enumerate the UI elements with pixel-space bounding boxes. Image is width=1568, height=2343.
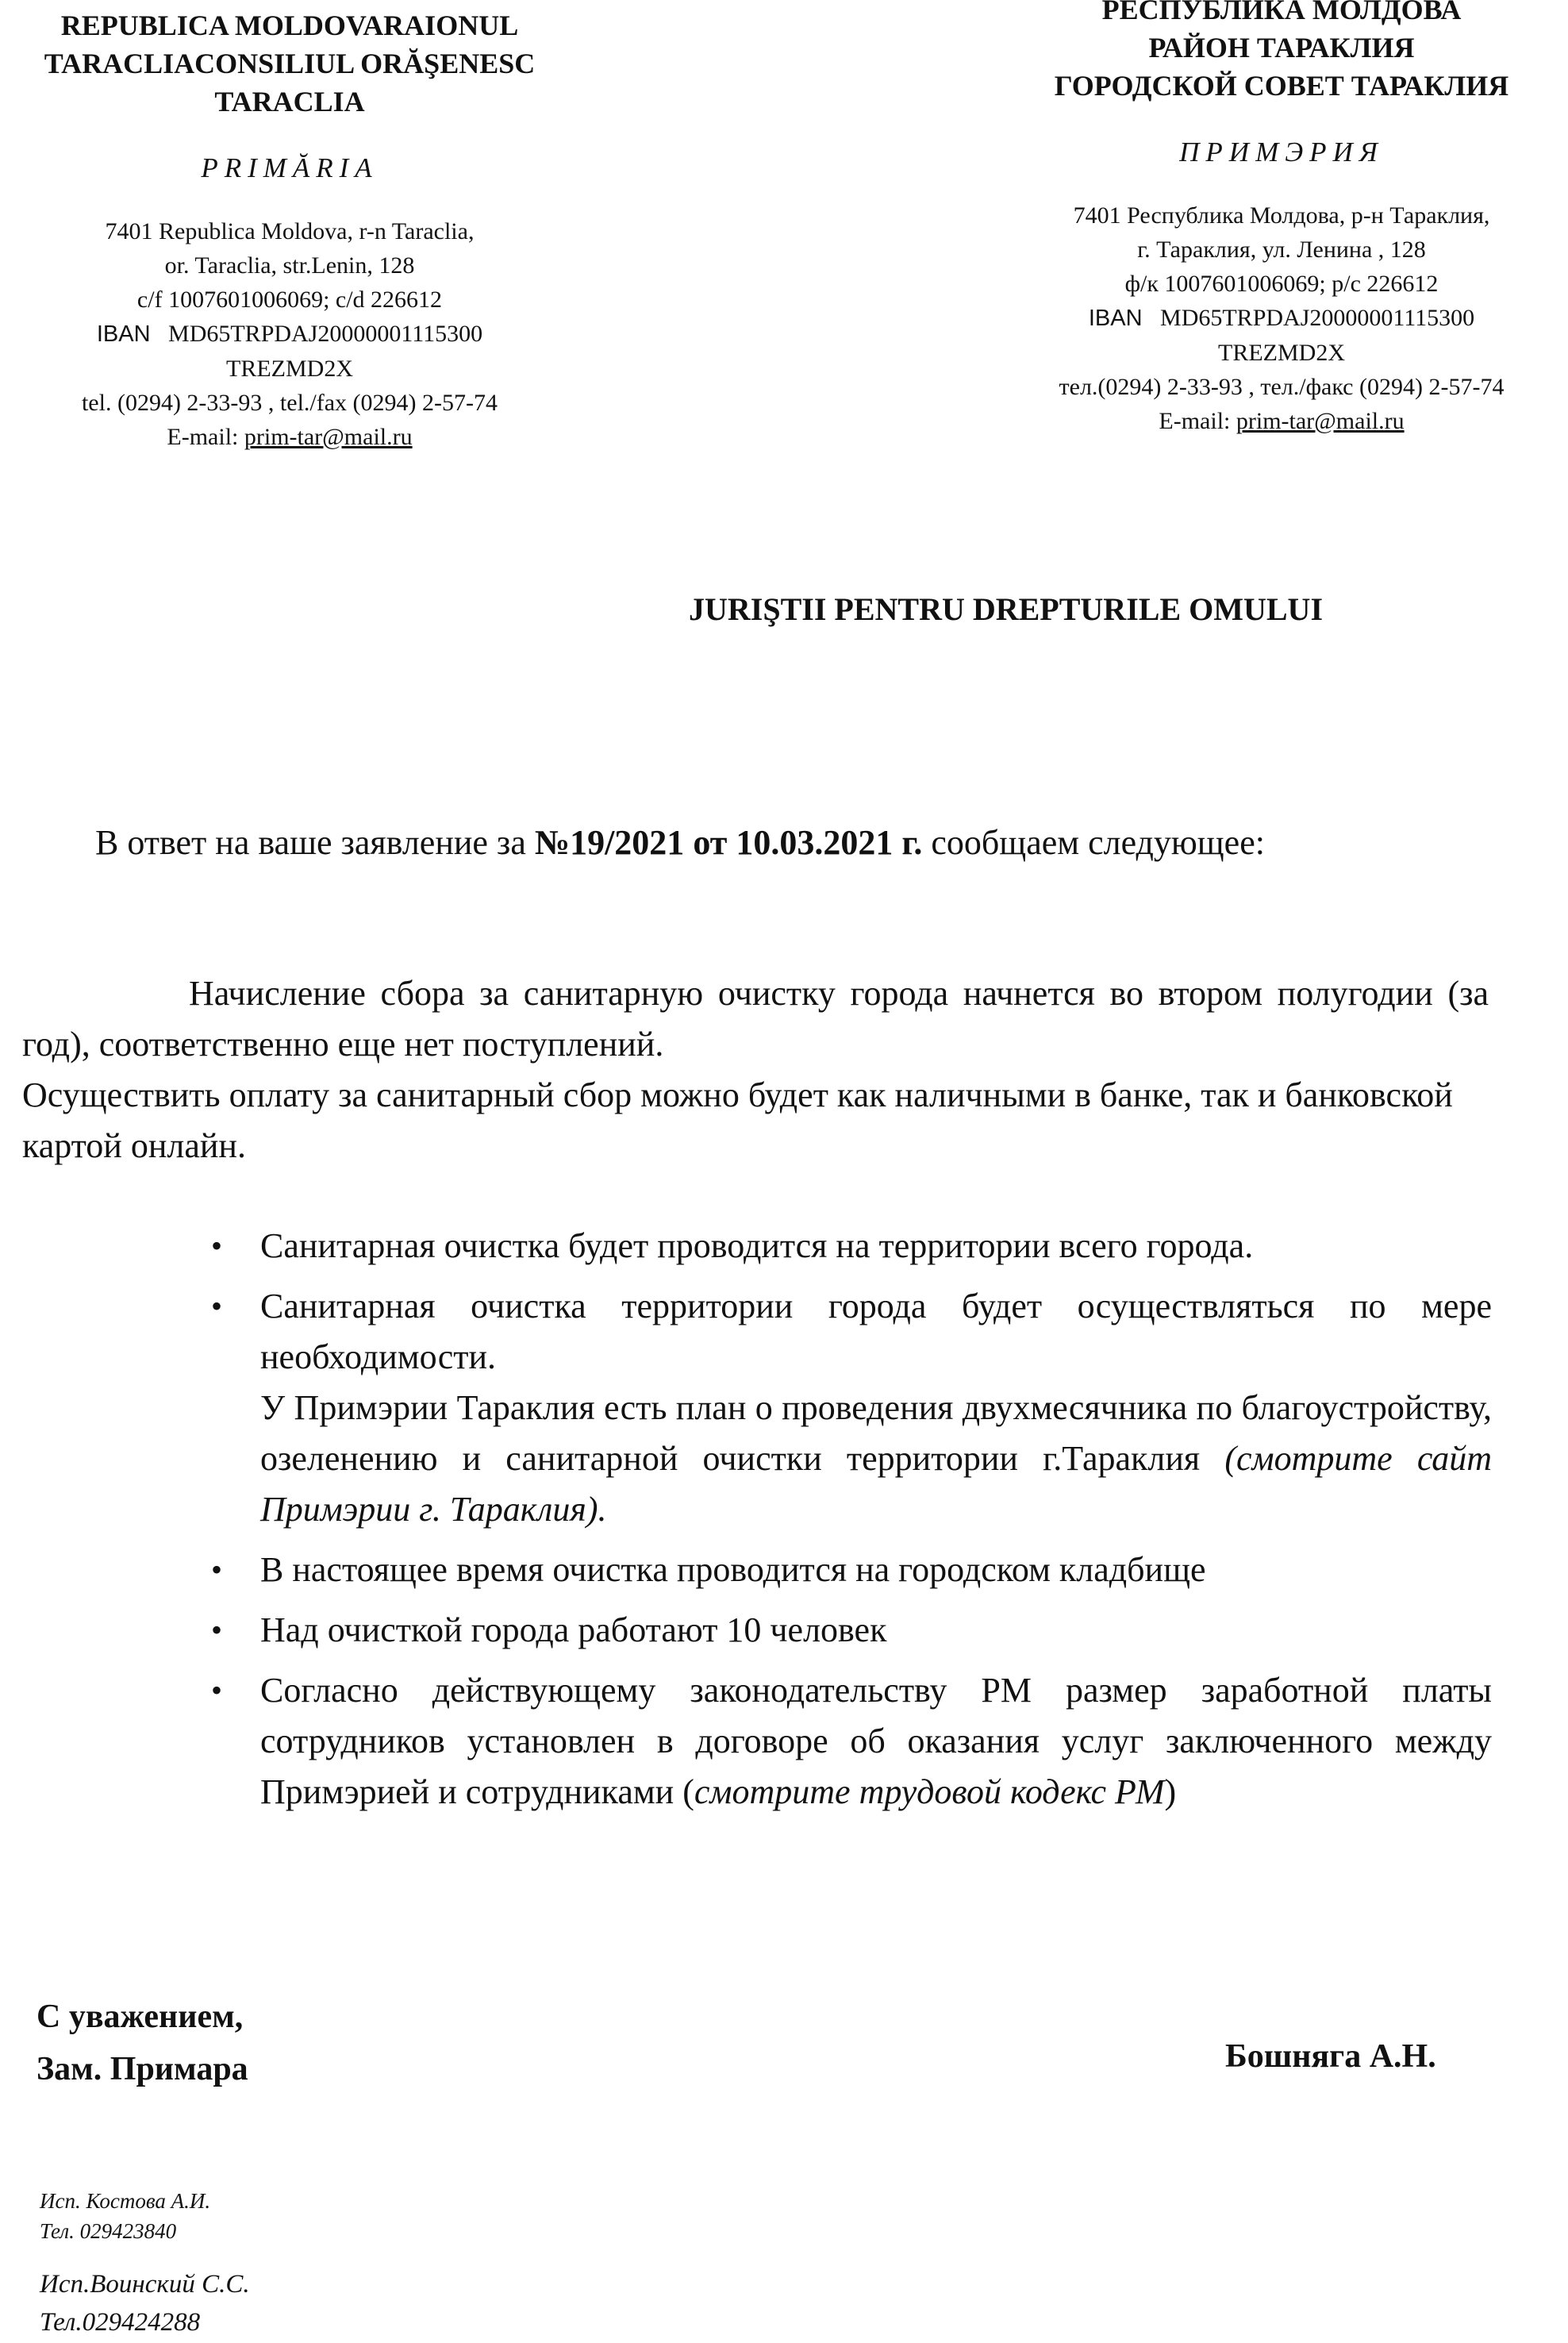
point-2-text: Санитарная очистка территории города будет осуществляться по мере необходимости. — [260, 1287, 1492, 1376]
point-5-italic: смотрите трудовой кодекс РМ — [694, 1772, 1165, 1811]
iban-value: MD65TRPDAJ20000001115300 — [1160, 305, 1475, 331]
signer-position: Зам. Примара — [37, 2051, 248, 2087]
point-5-end: ) — [1164, 1772, 1177, 1811]
addressee: JURIŞTII PENTRU DREPTURILE OMULUI — [689, 591, 1324, 627]
treasury-code: TREZMD2X — [226, 356, 353, 382]
bullet-icon: • — [211, 1612, 223, 1648]
point-5-text: Согласно действующему законодательству РМ размер заработной платы сотрудников установлен в договоре об оказания услуг заключенного между Примэрией и сотрудниками ( — [260, 1671, 1492, 1811]
phone-line: tel. (0294) 2-33-93 , tel./fax (0294) 2-57-74 — [81, 390, 498, 416]
request-number: №19/2021 — [534, 823, 685, 862]
iban-line — [992, 301, 1568, 336]
signer-name: Бошняга А.Н. — [1225, 2038, 1436, 2075]
intro-middle: от — [684, 823, 736, 862]
executor-1-phone: Тел. 029423840 — [40, 2219, 177, 2243]
regards-text: С уважением, — [37, 1999, 244, 2035]
iban-value: MD65TRPDAJ20000001115300 — [168, 321, 483, 347]
address-line-1: 7401 Республика Молдова, р-н Тараклия, — [1073, 202, 1490, 229]
email-link[interactable]: prim-tar@mail.ru — [1236, 408, 1405, 434]
address-line-1: 7401 Republica Moldova, r-n Taraclia, — [105, 218, 475, 244]
paragraph-2: Осуществить оплату за санитарный сбор можно будет как наличными в банке, так и банковской картой онлайн. — [22, 1075, 1453, 1165]
request-date: 10.03.2021 г. — [736, 823, 923, 862]
header-right — [992, 0, 1568, 438]
email-line — [0, 420, 579, 454]
executor-2-name: Исп.Воинский С.С. — [40, 2270, 250, 2299]
org-name-line-3: ГОРОДСКОЙ СОВЕТ ТАРАКЛИЯ — [1054, 70, 1509, 102]
points-list — [211, 1221, 1493, 1818]
executor-2 — [40, 2265, 250, 2341]
address-line-2: or. Taraclia, str.Lenin, 128 — [164, 252, 415, 279]
org-name-line-1: REPUBLICA MOLDOVARAIONUL — [60, 10, 519, 41]
list-item — [211, 1665, 1492, 1818]
point-3-text: В настоящее время очистка проводится на городском кладбище — [260, 1550, 1206, 1589]
executor-2-phone: Тел.029424288 — [40, 2308, 201, 2337]
fiscal-code: ф/к 1007601006069; р/с 226612 — [1124, 271, 1439, 297]
signature-block — [37, 1991, 248, 2095]
email-line — [992, 404, 1568, 438]
org-name-line-2: TARACLIACONSILIUL ORĂŞENESC — [44, 48, 536, 79]
iban-label: IBAN — [1088, 306, 1143, 331]
point-4-text: Над очисткой города работают 10 человек — [260, 1610, 887, 1649]
phone-line: тел.(0294) 2-33-93 , тел./факс (0294) 2-57-74 — [1059, 374, 1505, 400]
intro-after: сообщаем следующее: — [922, 823, 1265, 862]
list-item — [211, 1605, 1492, 1656]
executor-1 — [40, 2186, 210, 2246]
address-line-2: г. Тараклия, ул. Ленина , 128 — [1137, 237, 1426, 263]
list-item — [211, 1221, 1492, 1272]
treasury-code: TREZMD2X — [1218, 340, 1345, 366]
email-label: E-mail: — [167, 424, 244, 450]
point-2-extra-italic: (смотрите сайт Примэрии г. Тараклия). — [260, 1439, 1493, 1529]
executor-1-name: Исп. Костова А.И. — [40, 2189, 211, 2213]
office-name: ПРИМЭРИЯ — [1179, 137, 1384, 167]
org-name-line-2: РАЙОН ТАРАКЛИЯ — [1148, 32, 1415, 63]
header-left — [0, 6, 579, 454]
bullet-icon: • — [211, 1228, 223, 1264]
intro-paragraph — [22, 818, 1489, 868]
bullet-icon: • — [211, 1552, 223, 1587]
org-name-line-3: TARACLIA — [214, 86, 365, 117]
iban-line — [0, 317, 579, 352]
fiscal-code: c/f 1007601006069; c/d 226612 — [136, 287, 443, 313]
point-1-text: Санитарная очистка будет проводится на территории всего города. — [260, 1226, 1254, 1265]
intro-before: В ответ на ваше заявление за — [95, 823, 535, 862]
email-link[interactable]: prim-tar@mail.ru — [244, 424, 413, 450]
iban-label: IBAN — [96, 321, 151, 347]
paragraph-1: Начисление сбора за санитарную очистку города начнется во втором полугодии (за год), соответственно еще нет поступлений. — [22, 974, 1489, 1064]
office-name: PRIMĂRIA — [201, 152, 379, 183]
list-item — [211, 1281, 1492, 1383]
point-2-extra-text: У Примэрии Тараклия есть план о проведения двухмесячника по благоустройству, озеленению и санитарной очистки территории г.Тараклия — [260, 1388, 1492, 1478]
org-name-line-1: РЕСПУБЛИКА МОЛДОВА — [1101, 0, 1462, 25]
email-label: E-mail: — [1159, 408, 1236, 434]
list-item-continuation — [260, 1383, 1492, 1535]
bullet-icon: • — [211, 1288, 223, 1324]
list-item — [211, 1545, 1492, 1595]
bullet-icon: • — [211, 1672, 223, 1708]
